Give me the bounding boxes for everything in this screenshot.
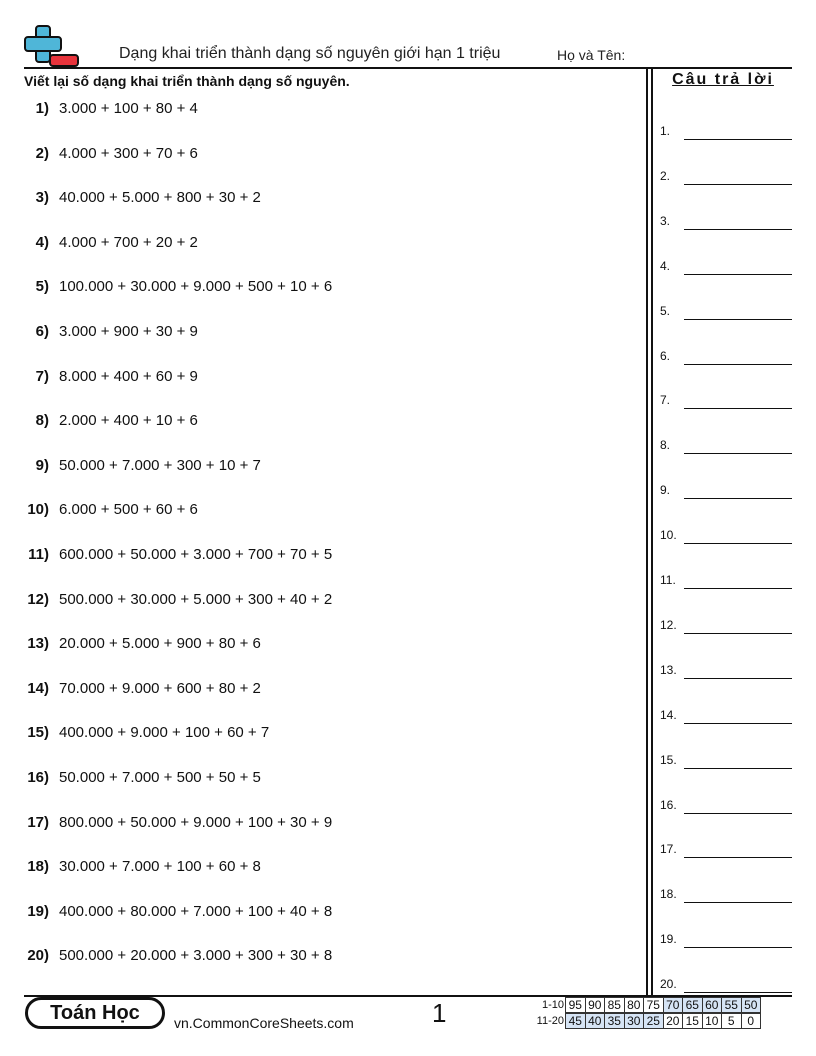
answer-number: 8.: [660, 438, 671, 453]
problem-item: [24, 145, 198, 167]
problem-item: [24, 635, 261, 657]
problem-number: 7): [35, 367, 49, 385]
header-divider: [24, 67, 792, 69]
answer-line[interactable]: [660, 528, 792, 544]
column-divider-right: [651, 67, 653, 997]
answer-number: 11.: [660, 573, 676, 587]
problem-number: 4): [35, 233, 49, 251]
problem-number: 20): [27, 947, 49, 965]
answer-blank[interactable]: [684, 813, 792, 814]
answer-blank[interactable]: [684, 902, 792, 903]
score-cell: 75: [643, 997, 664, 1013]
problem-expression: 50.000 + 7.000 + 300 + 10 + 7: [59, 456, 261, 474]
problem-expression: 100.000 + 30.000 + 9.000 + 500 + 10 + 6: [59, 278, 333, 296]
problem-item: [24, 368, 198, 390]
answer-line[interactable]: [660, 349, 792, 365]
problem-item: [24, 457, 261, 479]
problem-item: [24, 903, 332, 925]
answer-number: 16.: [660, 797, 677, 812]
site-url: vn.CommonCoreSheets.com: [174, 1015, 354, 1031]
problem-number: 2): [35, 144, 49, 162]
answer-number: 14.: [660, 707, 677, 722]
answer-blank[interactable]: [684, 723, 792, 724]
problem-number: 16): [27, 769, 49, 786]
answer-line[interactable]: [660, 842, 792, 858]
answer-blank[interactable]: [684, 319, 792, 320]
problem-item: [24, 278, 332, 300]
score-cell: 50: [741, 997, 762, 1013]
problem-number: 9): [35, 456, 49, 474]
problem-number: 15): [27, 724, 49, 742]
problem-expression: 30.000 + 7.000 + 100 + 60 + 8: [59, 858, 261, 876]
problem-number: 11): [28, 546, 49, 563]
answer-blank[interactable]: [684, 408, 792, 409]
score-cell: 30: [624, 1013, 645, 1029]
answer-number: 19.: [660, 932, 677, 947]
problem-number: 5): [35, 278, 49, 296]
problem-item: [24, 724, 269, 746]
score-row: [524, 997, 761, 1013]
answer-line[interactable]: [660, 753, 792, 769]
problem-expression: 50.000 + 7.000 + 500 + 50 + 5: [59, 769, 261, 786]
math-logo-icon: [24, 24, 80, 68]
problem-expression: 3.000 + 900 + 30 + 9: [59, 323, 198, 340]
score-cell: 55: [721, 997, 742, 1013]
answer-line[interactable]: [660, 124, 792, 140]
score-cell: 15: [682, 1013, 703, 1029]
problem-number: 13): [27, 635, 49, 653]
problem-item: [24, 680, 261, 702]
problem-expression: 400.000 + 9.000 + 100 + 60 + 7: [59, 724, 270, 742]
score-cell: 90: [585, 997, 606, 1013]
problem-expression: 4.000 + 700 + 20 + 2: [59, 233, 198, 251]
score-cell: 85: [604, 997, 625, 1013]
score-row: [524, 1013, 761, 1029]
answer-line[interactable]: [660, 977, 792, 993]
problem-expression: 500.000 + 30.000 + 5.000 + 300 + 40 + 2: [59, 590, 333, 608]
problem-expression: 600.000 + 50.000 + 3.000 + 700 + 70 + 5: [59, 546, 333, 563]
answer-line[interactable]: [660, 483, 792, 499]
answer-line[interactable]: [660, 573, 792, 589]
answer-blank[interactable]: [684, 633, 792, 634]
problem-number: 8): [35, 412, 49, 430]
score-cell: 0: [741, 1013, 762, 1029]
problem-number: 1): [35, 100, 49, 117]
score-cell: 10: [702, 1013, 723, 1029]
score-cell: 65: [682, 997, 703, 1013]
answer-blank[interactable]: [684, 229, 792, 230]
answer-line[interactable]: [660, 618, 792, 634]
problem-item: [24, 591, 332, 613]
problem-item: [24, 189, 261, 211]
problem-item: [24, 412, 198, 434]
problem-item: [24, 100, 198, 122]
answer-blank[interactable]: [684, 184, 792, 185]
answer-line[interactable]: [660, 798, 792, 814]
problem-number: 17): [27, 813, 49, 831]
score-cell: 60: [702, 997, 723, 1013]
answer-blank[interactable]: [684, 857, 792, 858]
answer-line[interactable]: [660, 887, 792, 903]
answer-blank[interactable]: [684, 364, 792, 365]
problem-item: [24, 234, 198, 256]
answer-line[interactable]: [660, 169, 792, 185]
answer-line[interactable]: [660, 214, 792, 230]
score-row-label: 11-20: [536, 1015, 564, 1027]
problem-expression: 8.000 + 400 + 60 + 9: [59, 367, 198, 385]
problem-item: [24, 858, 261, 880]
problem-expression: 4.000 + 300 + 70 + 6: [59, 144, 198, 162]
answer-blank[interactable]: [684, 453, 792, 454]
answer-line[interactable]: [660, 438, 792, 454]
score-cell: 5: [721, 1013, 742, 1029]
answer-header: Câu trả lời: [672, 71, 774, 88]
score-row-label: 1-10: [541, 999, 564, 1011]
score-cell: 70: [663, 997, 684, 1013]
score-cell: 95: [565, 997, 586, 1013]
answer-number: 7.: [660, 393, 671, 408]
worksheet-title: Dạng khai triển thành dạng số nguyên giới hạn 1 triệu: [119, 45, 501, 62]
answer-blank[interactable]: [684, 992, 792, 993]
problem-expression: 2.000 + 400 + 10 + 6: [59, 412, 198, 430]
answer-line[interactable]: [660, 663, 792, 679]
score-cell: 80: [624, 997, 645, 1013]
answer-blank[interactable]: [684, 678, 792, 679]
answer-blank[interactable]: [684, 139, 792, 140]
answer-number: 2.: [660, 168, 671, 183]
problem-expression: 3.000 + 100 + 80 + 4: [59, 100, 198, 117]
column-divider-left: [646, 67, 648, 997]
answer-number: 10.: [660, 528, 677, 543]
problem-number: 18): [27, 858, 49, 876]
answer-blank[interactable]: [684, 768, 792, 769]
problem-number: 19): [27, 902, 49, 920]
problem-item: [24, 323, 198, 345]
problem-item: [24, 546, 332, 568]
answer-number: 1.: [660, 124, 671, 138]
answer-blank[interactable]: [684, 543, 792, 544]
score-cell: 35: [604, 1013, 625, 1029]
answer-line[interactable]: [660, 708, 792, 724]
answer-number: 20.: [660, 977, 677, 992]
problem-expression: 800.000 + 50.000 + 9.000 + 100 + 30 + 9: [59, 813, 333, 831]
problem-number: 10): [27, 501, 49, 519]
answer-number: 3.: [660, 213, 671, 228]
score-cell: 20: [663, 1013, 684, 1029]
answer-number: 15.: [660, 752, 677, 767]
instructions: Viết lại số dạng khai triển thành dạng số nguyên.: [24, 73, 350, 89]
answer-line[interactable]: [660, 304, 792, 320]
problem-number: 14): [27, 679, 49, 697]
problem-item: [24, 947, 332, 969]
problem-number: 12): [27, 590, 49, 608]
problem-expression: 6.000 + 500 + 60 + 6: [59, 501, 198, 519]
answer-number: 9.: [660, 483, 671, 498]
score-cell: 45: [565, 1013, 586, 1029]
answer-number: 4.: [660, 258, 671, 273]
answer-number: 12.: [660, 617, 677, 632]
score-cell: 40: [585, 1013, 606, 1029]
answer-blank[interactable]: [684, 588, 792, 589]
problem-expression: 400.000 + 80.000 + 7.000 + 100 + 40 + 8: [59, 902, 333, 920]
problem-number: 6): [35, 323, 49, 340]
score-cell: 25: [643, 1013, 664, 1029]
name-label: Họ và Tên:: [557, 47, 626, 63]
answer-line[interactable]: [660, 393, 792, 409]
answer-number: 6.: [660, 348, 671, 363]
answer-line[interactable]: [660, 259, 792, 275]
problem-item: [24, 814, 332, 836]
answer-blank[interactable]: [684, 274, 792, 275]
answer-number: 13.: [660, 662, 677, 677]
answer-line[interactable]: [660, 932, 792, 948]
answer-number: 18.: [660, 887, 677, 902]
answer-number: 17.: [660, 842, 677, 857]
problem-expression: 500.000 + 20.000 + 3.000 + 300 + 30 + 8: [59, 947, 333, 965]
subject-badge: Toán Học: [25, 997, 165, 1029]
problem-item: [24, 501, 198, 523]
answer-number: 5.: [660, 303, 671, 318]
problem-item: [24, 769, 261, 791]
problem-expression: 70.000 + 9.000 + 600 + 80 + 2: [59, 679, 261, 697]
problem-expression: 20.000 + 5.000 + 900 + 80 + 6: [59, 635, 261, 653]
answer-blank[interactable]: [684, 947, 792, 948]
answer-blank[interactable]: [684, 498, 792, 499]
problem-number: 3): [35, 189, 49, 207]
page-number: 1: [432, 998, 447, 1028]
problem-expression: 40.000 + 5.000 + 800 + 30 + 2: [59, 189, 261, 207]
